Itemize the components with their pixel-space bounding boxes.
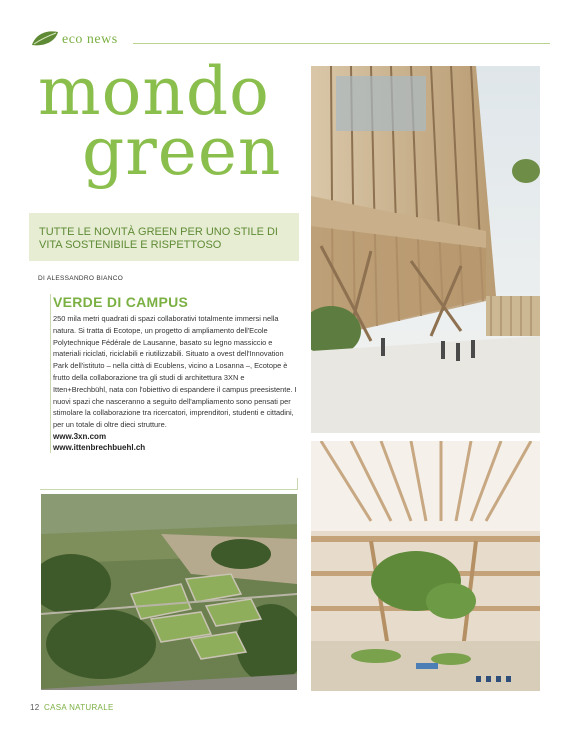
page-number: 12 [30,703,40,712]
subtitle-box [29,213,299,261]
building-exterior-photo [311,66,540,433]
aerial-campus-photo [41,494,297,690]
title-line-1: mondo [38,53,270,130]
link-3xn[interactable]: www.3xn.com [53,431,107,441]
magazine-name: CASA NATURALE [44,703,114,712]
subtitle: TUTTE LE NOVITÀ GREEN PER UNO STILE DI VITA SOSTENIBILE E RISPETTOSO [39,226,278,251]
section-label: eco news [62,32,118,47]
link-ittenbrechbuehl[interactable]: www.ittenbrechbuehl.ch [53,442,146,452]
title-line-2: green [82,113,282,190]
article [50,294,298,453]
page-title [38,53,308,190]
article-body: 250 mila metri quadrati di spazi collaborativi totalmente immersi nella natura. Si tratta di Ecotope, un progetto di ampliamento dell'Ecole Polytechnique Fédérale de Lausanne, basato su legno massiccio e materiali riciclati, riciclabili e riutilizzabili. Situato a ovest dell'Innovation Park dell'istituto – nella città di Ecublens, vicino a Losanna –, Ecotope è frutto della collaborazione tra gli studi di architettura 3XN e Itten+Brechbühl, nata con l'obiettivo di espandere il campus preesistente. I nuovi spazi che nasceranno a seguito dell'ampliamento sono pensati per stimolare la collaborazione tra ricercatori, imprenditori, studenti e cittadini, per un totale di oltre dieci strutture. [53,314,297,430]
byline: DI ALESSANDRO BIANCO [38,275,124,282]
article-bracket [40,478,298,490]
leaf-icon [30,30,60,48]
article-heading: VERDE DI CAMPUS [53,294,189,310]
atrium-interior-photo [311,441,540,691]
section-rule [133,43,550,44]
section-header [30,30,550,52]
page-footer [30,703,114,712]
